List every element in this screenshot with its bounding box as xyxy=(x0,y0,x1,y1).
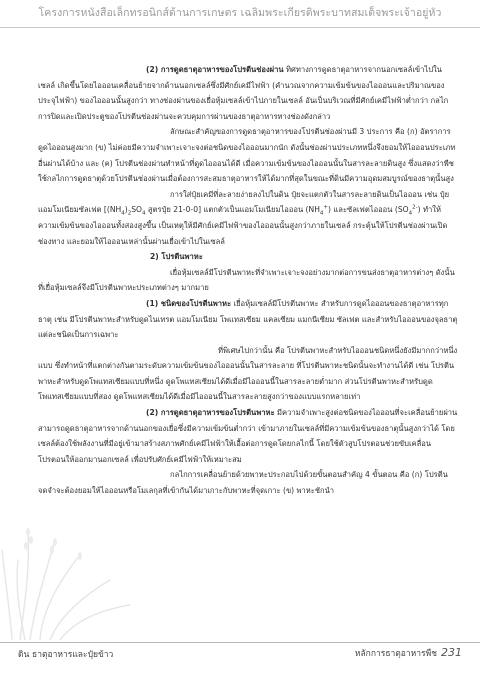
paragraph-carrier-uptake xyxy=(38,405,458,467)
subscript: 4 xyxy=(142,210,146,217)
subheading-carrier-types: (1) ชนิดของโปรตีนพาหะ xyxy=(146,298,232,308)
subscript: 4 xyxy=(121,210,125,217)
text-segment: ) ทำให้ความเข้มข้นของไอออนทั้งสองสูงขึ้น เป็นเหตุให้มีศักย์เคมีไฟฟ้าของไอออนนั้นสูงกว่าภายในเซลล์ กระตุ้นให้โปรตีนช่องผ่านเปิดช่องทาง และยอมให้ไอออนเหล่านั้นผ่านเยื่อเข้าไปในเซลล์ xyxy=(38,205,448,246)
paragraph-channel-uptake xyxy=(38,62,458,124)
paragraph-carrier-intro: เยื่อหุ้มเซลล์มีโปรตีนพาหะที่จำเพาะเจาะจงอย่างมากต่อการขนส่งธาตุอาหารต่างๆ ดังนั้นที่เยื่อหุ้มเซลล์จึงมีโปรตีนพาหะประเภทต่างๆ มากมาย xyxy=(38,267,455,293)
rice-grass-watermark xyxy=(0,520,150,640)
superscript: 2- xyxy=(412,204,418,211)
section-title-carrier-protein: 2) โปรตีนพาหะ xyxy=(150,252,203,262)
subheading-carrier-uptake: (2) การดูดธาตุอาหารของโปรตีนพาหะ xyxy=(146,408,275,418)
running-header: โครงการหนังสือเล็กทรอนิกส์ด้านการเกษตร เฉลิมพระเกียรติพระบาทสมเด็จพระเจ้าอยู่หัว xyxy=(38,7,442,19)
footer-chapter xyxy=(355,646,462,660)
text-segment: SO xyxy=(131,205,143,215)
paragraph-text: มีความจำเพาะสูงต่อชนิดของไอออนที่จะเคลื่อนย้ายผ่าน สามารถดูดธาตุอาหารจากด้านนอกของเยื่อซึ่งมีความเข้มข้นต่ำกว่า เข้ามาภายในเซลล์ที่มีความเข้มข้นของธาตุนั้นสูงกว่าได้ โดยเซลล์ต้องใช้พลังงานที่มีอยู่เข้ามาสร้างสภาพศักย์เคมีไฟฟ้าให้เอื้อต่อการดูดโดยกลไกนี้ โดยใช้ตัวสูบโปรตอนช่วยขับเคลื่อนโปรตอนให้ออกมานอกเซลล์ เพื่อปรับศักย์เคมีไฟฟ้าให้เหมาะสม xyxy=(38,408,458,464)
paragraph-carrier-variants: ที่พิเศษไปกว่านั้น คือ โปรตีนพาหะสำหรับไอออนชนิดหนึ่งยังมีมากกว่าหนึ่งแบบ ซึ่งทำหน้าที่แตกต่างกันตามระดับความเข้มข้นของไอออนนั้นในสารละลาย ที่โปรตีนพาหะชนิดนั้นจะทำงานได้ดี เช่น โปรตีนพาหะสำหรับดูดโพแทสเซียมแบบที่หนึ่ง ดูดโพแทสเซียมได้ดีเมื่อมีไอออนนี้ในสารละลายต่ำมาก ส่วนโปรตีนพาหะสำหรับดูดโพแทสเซียมแบบที่สอง ดูดโพแทสเซียมได้ดีเมื่อมีไอออนนี้ในสารละลายสูงกว่าของแบบแรกหลายเท่า xyxy=(38,345,458,402)
text-segment: ) และซัลเฟตไอออน (SO xyxy=(328,205,409,215)
footer-chapter-title: หลักการธาตุอาหารพืช xyxy=(354,649,437,659)
footer-divider xyxy=(0,642,480,643)
text-segment: ) xyxy=(124,205,128,215)
subscript: 2 xyxy=(127,210,132,217)
paragraph-carrier-steps: กลไกการเคลื่อนย้ายด้วยพาหะประกอบไปด้วยขั้นตอนสำคัญ 4 ขั้นตอน คือ (ก) โปรตีนจดจำจะต้องยอมให้ไอออนหรือโมเลกุลที่เข้ากันได้มาเกาะกับพาหะที่จุดเกาะ (ข) พาหะชักนำ xyxy=(38,470,448,496)
paragraph-fertilizer-example xyxy=(38,187,458,249)
header-divider xyxy=(0,27,480,28)
paragraph-carrier-types xyxy=(38,296,458,343)
subheading-channel-uptake: (2) การดูดธาตุอาหารของโปรตีนช่องผ่าน xyxy=(146,65,284,74)
paragraph-text: เยื่อหุ้มเซลล์มีโปรตีนพาหะ สำหรับการดูดไอออนของธาตุอาหารทุกธาตุ เช่น มีโปรตีนพาหะสำหรับดูดไนเทรต แอมโมเนียม โพแทสเซียม แคลเซียม แมกนีเซียม ซัลเฟต และสำหรับไอออนของจุลธาตุแต่ละชนิดเป็นการเฉพาะ xyxy=(38,298,458,340)
subscript: 4 xyxy=(319,210,324,217)
paragraph-text: ทิศทางการดูดธาตุอาหารจากนอกเซลล์เข้าไปในเซลล์ เกิดขึ้นโดยไอออนเคลื่อนย้ายจากด้านนอกเซลล์ซึ่งมีศักย์เคมีไฟฟ้า (คำนวณจากความเข้มข้นของไอออนและปริมาณของประจุไฟฟ้า) ของไอออนนั้นสูงกว่า ทางช่องผ่านของเยื่อหุ้มเซลล์เข้าไปภายในเซลล์ อันเป็นบริเวณที่มีศักย์เคมีไฟฟ้าต่ำกว่า กลไกการปิดและเปิดประตูของโปรตีนช่องผ่านจะควบคุมการผ่านของธาตุอาหารทางช่องดังกล่าว xyxy=(38,65,449,121)
text-segment: สูตรปุ๋ย 21-0-0] แตกตัวเป็นแอมโมเนียมไอออน (NH xyxy=(145,205,320,215)
paragraph-channel-features: ลักษณะสำคัญของการดูดธาตุอาหารของโปรตีนช่องผ่านมี 3 ประการ คือ (ก) อัตราการดูดไอออนสูงมาก (ข) ไม่ค่อยมีความจำเพาะเจาะจงต่อชนิดของไอออนมากนัก ดังนั้นช่องผ่านประเภทหนึ่งจึงยอมให้ไอออนประเภทอื่นผ่านได้บ้าง และ (ค) โปรตีนช่องผ่านทำหน้าที่ดูดไอออนได้ดี เมื่อความเข้มข้นของไอออนนั้นในสารละลายดินสูง ซึ่งแสดงว่าพืชใช้กลไกการดูดธาตุด้วยโปรตีนช่องผ่านเมื่อต้องการสะสมธาตุอาหารให้ได้มากที่สุดในขณะที่ดินมีความอุดมสมบูรณ์ของธาตุนั้นสูง xyxy=(38,127,456,184)
subscript: 4 xyxy=(408,210,413,217)
superscript: + xyxy=(323,204,329,211)
page-body xyxy=(38,62,458,499)
page-number: 231 xyxy=(441,646,462,659)
footer-book-title: ดิน ธาตุอาหารและปุ๋ยข้าว xyxy=(18,650,114,660)
text-segment: การใส่ปุ๋ยเคมีที่ละลายง่ายลงไปในดิน ปุ๋ยจะแตกตัวในสารละลายดินเป็นไอออน เช่น ปุ๋ยแอมโมเนียมซัลเฟต [(NH xyxy=(38,189,450,215)
